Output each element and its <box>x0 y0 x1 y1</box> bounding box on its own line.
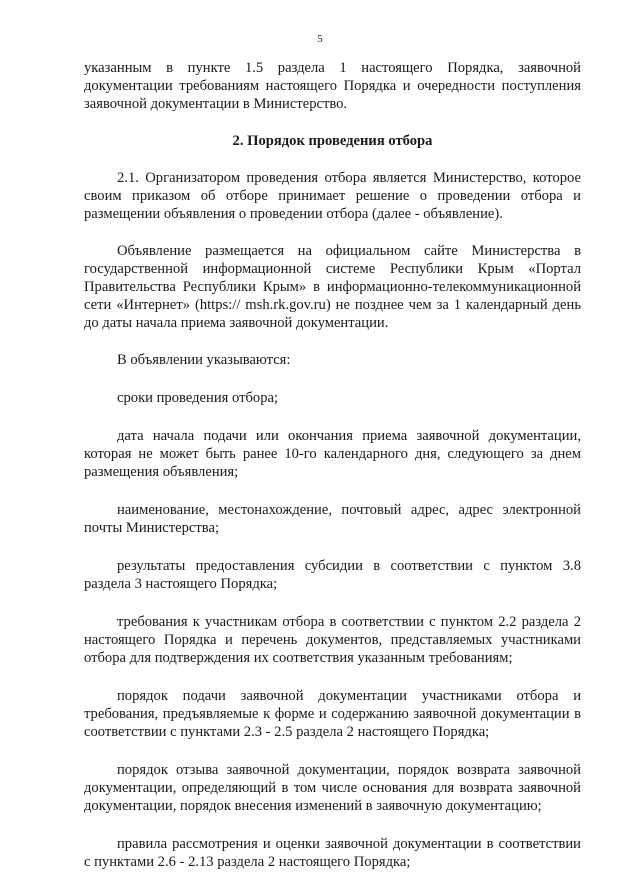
list-item-submission-procedure: порядок подачи заявочной документации участниками отбора и требования, предъявляемые к форме и содержанию заявочной документации в соответствии с пунктами 2.3 - 2.5 раздела 2 настоящего Порядка; <box>84 688 581 740</box>
paragraph-announcement-contents: В объявлении указываются: <box>117 352 291 368</box>
list-item-withdrawal-procedure: порядок отзыва заявочной документации, порядок возврата заявочной документации, определяющий в том числе основания для возврата заявочной документации, порядок внесения изменений в заявочную документацию; <box>84 762 581 814</box>
list-item-results: результаты предоставления субсидии в соответствии с пунктом 3.8 раздела 3 настоящего Порядка; <box>84 558 581 592</box>
section-heading: 2. Порядок проведения отбора <box>232 133 433 149</box>
list-item-requirements: требования к участникам отбора в соответствии с пунктом 2.2 раздела 2 настоящего Порядка и перечень документов, представляемых участниками отбора для подтверждения их соответствия указанным требованиям; <box>84 614 581 666</box>
list-item-evaluation-rules: правила рассмотрения и оценки заявочной документации в соответствии с пунктами 2.6 - 2.13 раздела 2 настоящего Порядка; <box>84 836 581 870</box>
paragraph-announcement: Объявление размещается на официальном сайте Министерства в государственной информационной системе Республики Крым «Портал Правительства Республики Крым» в информационно-телекоммуникационной сети «Интернет» (https:// msh.rk.gov.ru) не позднее чем за 1 календарный день до даты начала приема заявочной документации. <box>84 243 581 331</box>
document-body <box>84 59 581 871</box>
paragraph-2-1: 2.1. Организатором проведения отбора является Министерство, которое своим приказом об отборе принимает решение о проведении отбора и размещении объявления о проведении отбора (далее - объявление). <box>84 170 581 222</box>
list-item-contacts: наименование, местонахождение, почтовый адрес, адрес электронной почты Министерства; <box>84 502 581 536</box>
list-item-terms: сроки проведения отбора; <box>117 390 279 406</box>
list-item-dates: дата начала подачи или окончания приема заявочной документации, которая не может быть ранее 10-го календарного дня, следующего за днем размещения объявления; <box>84 428 581 480</box>
page-number: 5 <box>317 33 323 45</box>
paragraph-continuation: указанным в пункте 1.5 раздела 1 настоящего Порядка, заявочной документации требованиям настоящего Порядка и очередности поступления заявочной документации в Министерство. <box>84 60 581 112</box>
